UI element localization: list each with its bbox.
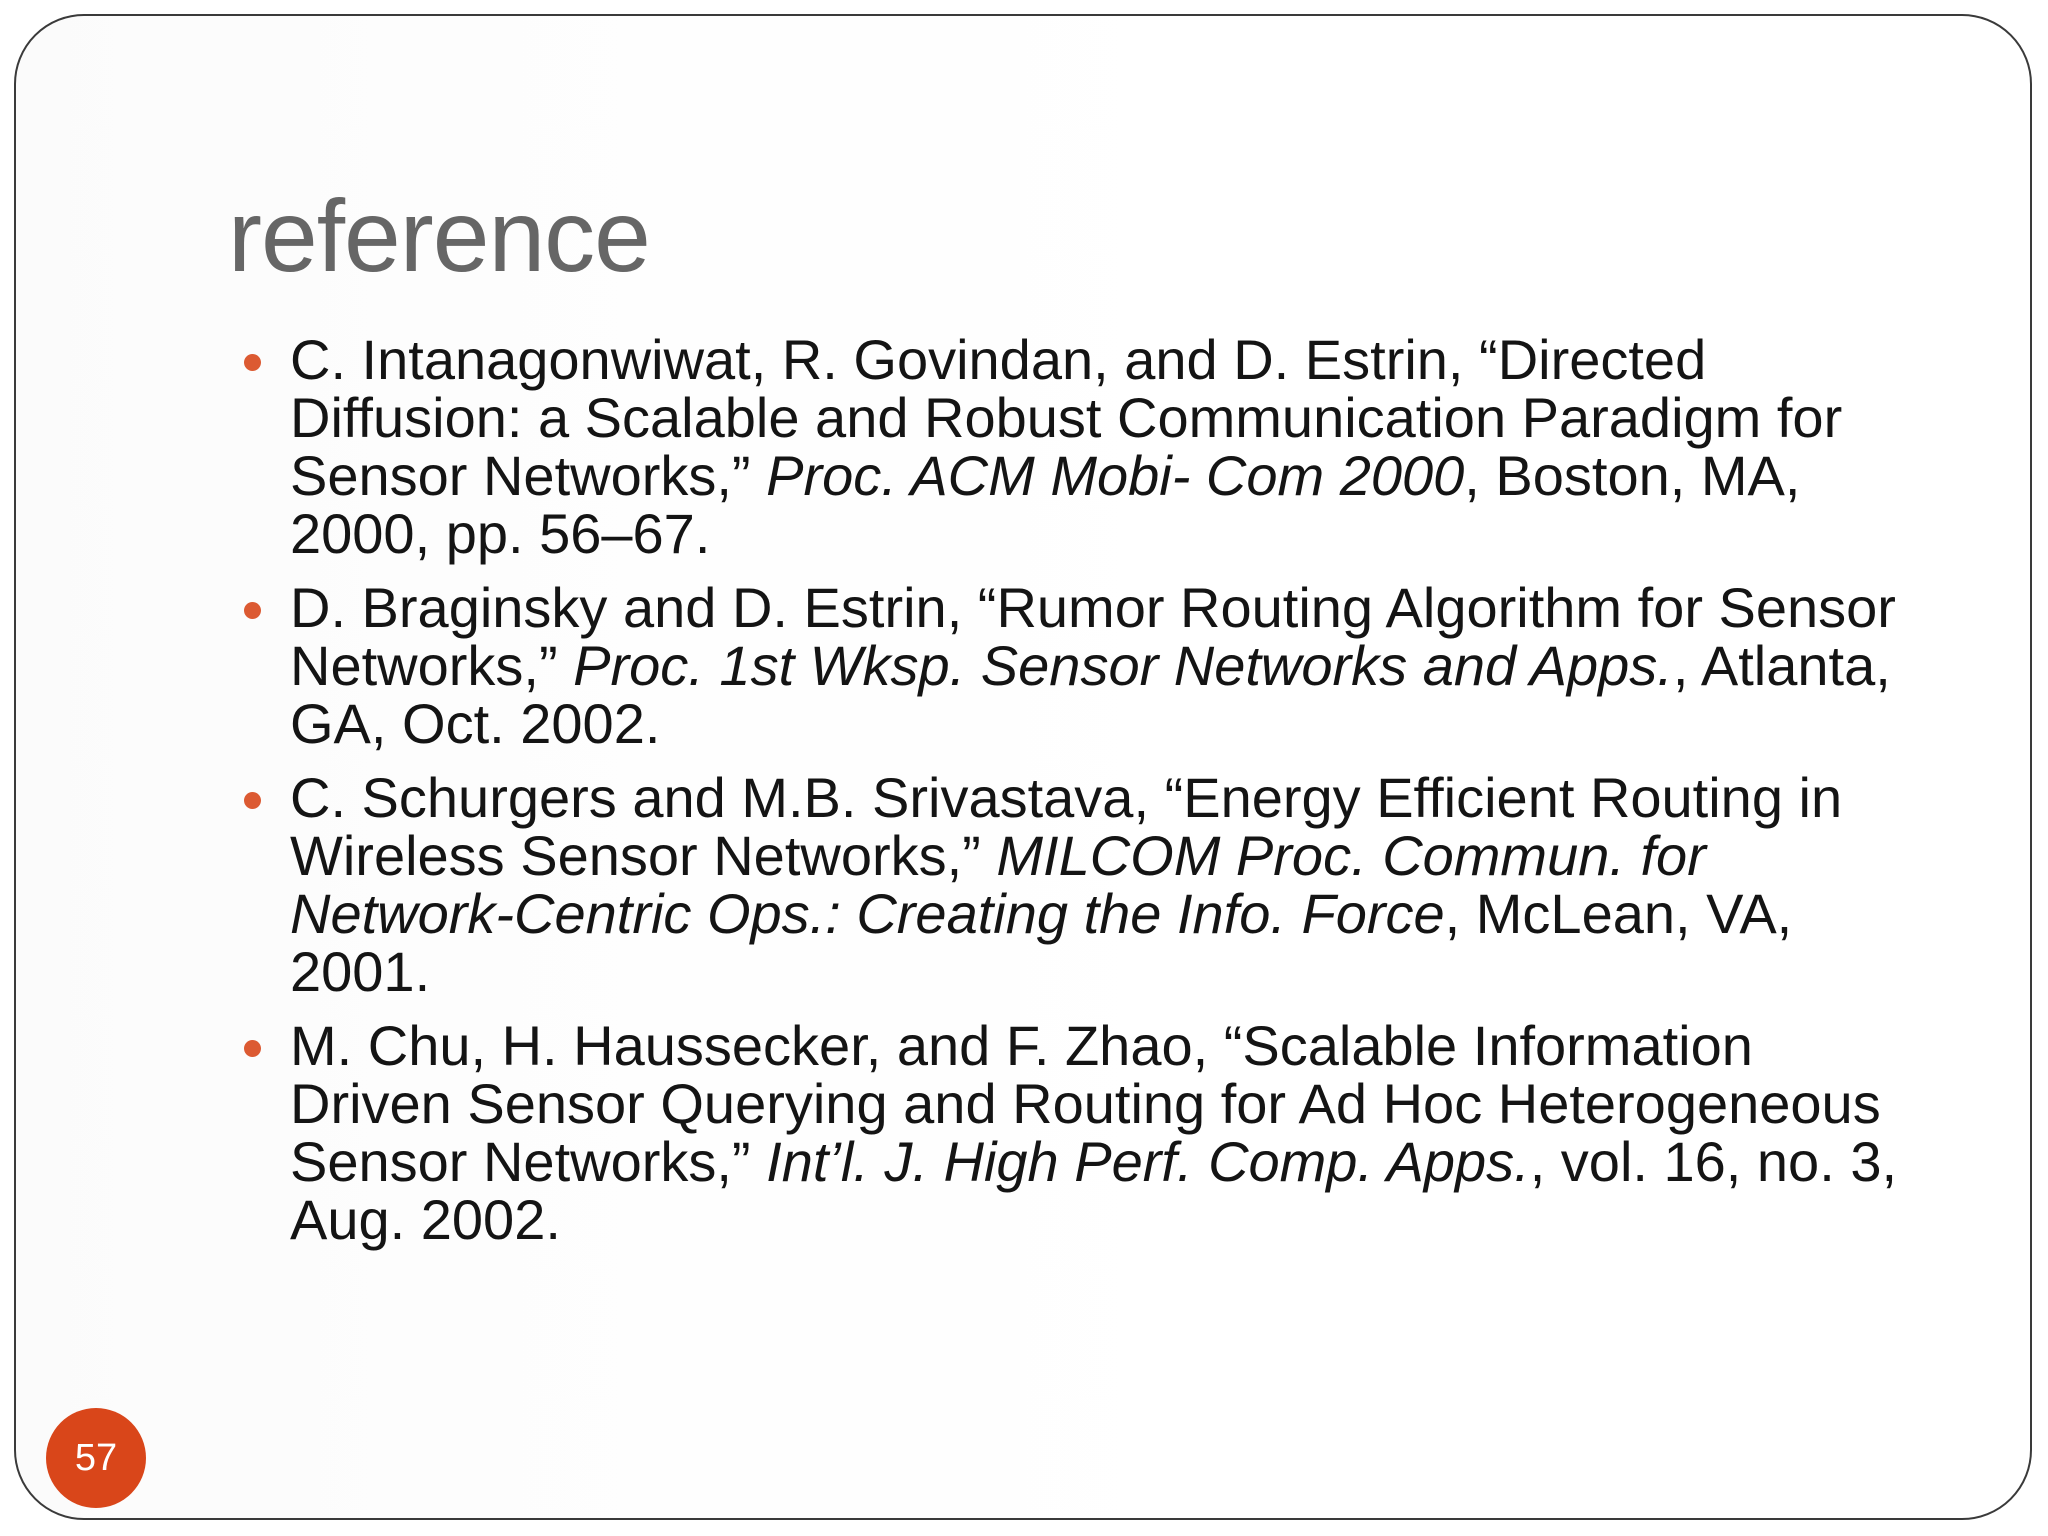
reference-text [290, 766, 1842, 1003]
reference-text [290, 576, 1896, 755]
reference-details: , Boston, MA, 2000, pp. 56–67. [290, 444, 1801, 565]
reference-authors-title: C. Intanagonwiwat, R. Govindan, and D. Estrin, “Directed Diffusion: a Scalable and Robust Communication Paradigm for Sensor Networks,” [290, 328, 1843, 507]
reference-details: , McLean, VA, 2001. [290, 882, 1793, 1003]
reference-item [228, 328, 1928, 565]
slide-title: reference [228, 179, 650, 293]
bullet-dot-icon [244, 1040, 261, 1057]
bullet-dot-icon [244, 792, 261, 809]
reference-venue: Proc. 1st Wksp. Sensor Networks and Apps. [573, 634, 1673, 697]
reference-item [228, 576, 1928, 755]
reference-list [228, 328, 1928, 1265]
reference-venue: Int’l. J. High Perf. Comp. Apps. [766, 1130, 1530, 1193]
reference-authors-title: D. Braginsky and D. Estrin, “Rumor Routing Algorithm for Sensor Networks,” [290, 576, 1896, 697]
reference-authors-title: C. Schurgers and M.B. Srivastava, “Energy Efficient Routing in Wireless Sensor Networks,” [290, 766, 1843, 887]
reference-item [228, 1014, 1928, 1251]
reference-item [228, 766, 1928, 1003]
slide [14, 14, 2032, 1520]
page-number: 57 [74, 1436, 118, 1479]
reference-authors-title: M. Chu, H. Haussecker, and F. Zhao, “Scalable Information Driven Sensor Querying and Routing for Ad Hoc Heterogeneous Sensor Networks,” [290, 1014, 1881, 1193]
bullet-dot-icon [244, 354, 261, 371]
reference-details: , Atlanta, GA, Oct. 2002. [290, 634, 1891, 755]
reference-venue: MILCOM Proc. Commun. for Network-Centric Ops.: Creating the Info. Force [290, 824, 1706, 945]
page-number-badge [46, 1408, 146, 1508]
bullet-dot-icon [244, 602, 261, 619]
reference-details: , vol. 16, no. 3, Aug. 2002. [290, 1130, 1898, 1251]
reference-venue: Proc. ACM Mobi- Com 2000 [766, 444, 1465, 507]
reference-text [290, 1014, 1897, 1251]
reference-text [290, 328, 1842, 565]
